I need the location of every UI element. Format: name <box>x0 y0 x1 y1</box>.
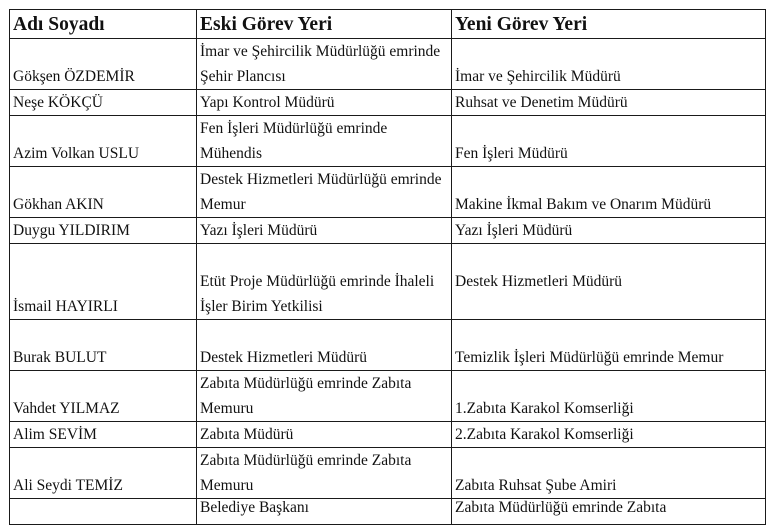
table-header-row <box>10 10 766 39</box>
table-row <box>10 218 766 244</box>
cell-old-text: İmar ve Şehircilik Müdürlüğü emrinde Şehir Plancısı <box>200 43 441 85</box>
cell-old-position <box>197 218 452 244</box>
table-row <box>10 422 766 448</box>
cell-old-text: Zabıta Müdürü <box>200 426 294 443</box>
cell-new-position <box>452 167 766 218</box>
cell-old-position <box>197 371 452 422</box>
cell-new-text: Zabıta Müdürlüğü emrinde Zabıta <box>455 499 667 516</box>
cell-name <box>10 167 197 218</box>
table-row <box>10 499 766 525</box>
cell-name-text: Vahdet YILMAZ <box>13 400 120 417</box>
cell-name <box>10 499 197 525</box>
cell-old-position <box>197 244 452 320</box>
cell-new-position <box>452 244 766 320</box>
cell-new-text: Ruhsat ve Denetim Müdürü <box>455 94 628 111</box>
cell-name <box>10 90 197 116</box>
cell-new-text: İmar ve Şehircilik Müdürü <box>455 68 621 85</box>
cell-name <box>10 218 197 244</box>
cell-old-position <box>197 90 452 116</box>
cell-old-position <box>197 499 452 525</box>
table-row <box>10 90 766 116</box>
cell-name <box>10 320 197 371</box>
cell-old-text: Fen İşleri Müdürlüğü emrinde Mühendis <box>200 120 388 162</box>
header-new-position: Yeni Görev Yeri <box>452 10 766 39</box>
cell-new-text: 1.Zabıta Karakol Komserliği <box>455 400 634 417</box>
assignment-table <box>9 9 766 525</box>
cell-new-position <box>452 448 766 499</box>
cell-new-position <box>452 499 766 525</box>
cell-old-text: Destek Hizmetleri Müdürlüğü emrinde Memur <box>200 171 442 213</box>
cell-old-position <box>197 448 452 499</box>
cell-name <box>10 448 197 499</box>
cell-name-text: Azim Volkan USLU <box>13 145 140 162</box>
cell-new-text: Yazı İşleri Müdürü <box>455 222 573 239</box>
cell-new-text: 2.Zabıta Karakol Komserliği <box>455 426 634 443</box>
cell-old-position <box>197 422 452 448</box>
cell-old-text: Belediye Başkanı <box>200 499 309 516</box>
table-row <box>10 167 766 218</box>
cell-name <box>10 116 197 167</box>
cell-new-position <box>452 39 766 90</box>
cell-old-text: Zabıta Müdürlüğü emrinde Zabıta Memuru <box>200 452 412 494</box>
cell-new-text: Temizlik İşleri Müdürlüğü emrinde Memur <box>455 349 724 366</box>
cell-new-text: Zabıta Ruhsat Şube Amiri <box>455 477 617 494</box>
table-row <box>10 116 766 167</box>
cell-name-text: Gökşen ÖZDEMİR <box>13 68 135 85</box>
cell-name <box>10 244 197 320</box>
header-name: Adı Soyadı <box>10 10 197 39</box>
cell-new-position <box>452 320 766 371</box>
cell-name <box>10 39 197 90</box>
cell-old-position <box>197 320 452 371</box>
cell-old-text: Etüt Proje Müdürlüğü emrinde İhaleli İşler Birim Yetkilisi <box>200 273 435 315</box>
cell-old-text: Yapı Kontrol Müdürü <box>200 94 335 111</box>
cell-old-text: Destek Hizmetleri Müdürü <box>200 349 368 366</box>
cell-new-text: Fen İşleri Müdürü <box>455 145 568 162</box>
cell-name-text: Ali Seydi TEMİZ <box>13 477 123 494</box>
cell-old-text: Yazı İşleri Müdürü <box>200 222 318 239</box>
table-row <box>10 448 766 499</box>
cell-name <box>10 422 197 448</box>
cell-name-text: Burak BULUT <box>13 349 107 366</box>
cell-new-position <box>452 371 766 422</box>
cell-old-position <box>197 116 452 167</box>
table-row <box>10 39 766 90</box>
header-old-position: Eski Görev Yeri <box>197 10 452 39</box>
cell-name-text: Gökhan AKIN <box>13 196 104 213</box>
table-row <box>10 320 766 371</box>
cell-name-text: Duygu YILDIRIM <box>13 222 130 239</box>
cell-name <box>10 371 197 422</box>
cell-new-position <box>452 422 766 448</box>
table-row <box>10 244 766 320</box>
cell-new-text: Destek Hizmetleri Müdürü <box>455 273 623 290</box>
cell-old-position <box>197 39 452 90</box>
cell-new-position <box>452 90 766 116</box>
cell-name-text: İsmail HAYIRLI <box>13 298 118 315</box>
cell-name-text: Neşe KÖKÇÜ <box>13 94 103 111</box>
cell-old-position <box>197 167 452 218</box>
cell-new-position <box>452 218 766 244</box>
cell-name-text: Alim SEVİM <box>13 426 97 443</box>
table-row <box>10 371 766 422</box>
cell-new-position <box>452 116 766 167</box>
cell-new-text: Makine İkmal Bakım ve Onarım Müdürü <box>455 196 712 213</box>
cell-old-text: Zabıta Müdürlüğü emrinde Zabıta Memuru <box>200 375 412 417</box>
